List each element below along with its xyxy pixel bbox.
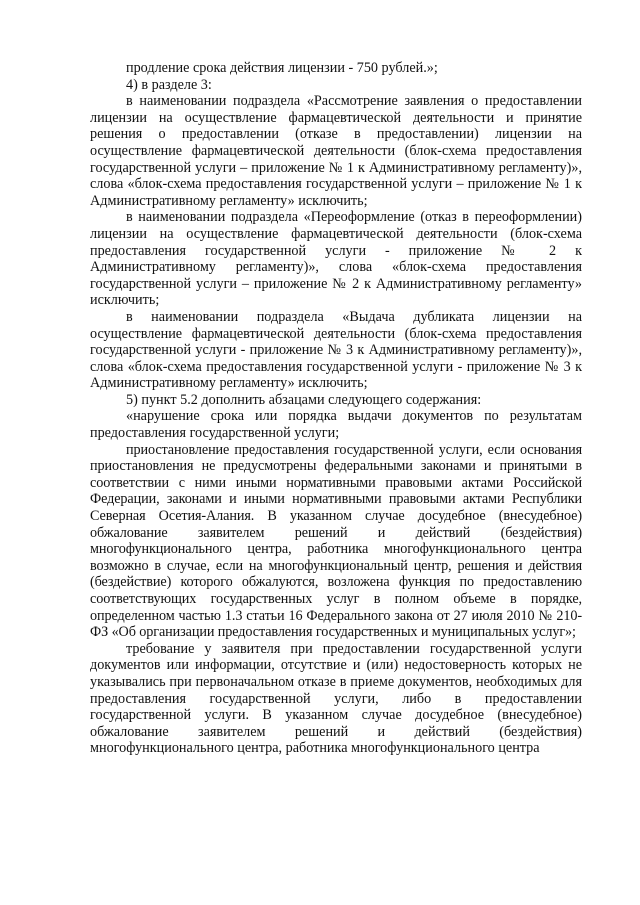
document-page — [90, 60, 582, 757]
paragraph-service-suspension: приостановление предоставления государственной услуги, если основания приостановления не предусмотрены федеральными законами и принятыми в соответствии с ними иными нормативными правовыми актами Российской Федерации, законами и иными нормативными правовыми актами Республики Северная Осетия-Алания. В указанном случае досудебное (внесудебное) обжалование заявителем решений и действий (бездействия) многофункционального центра, работника многофункционального центра возможно в случае, если на многофункциональный центр, решения и действия (бездействие) которого обжалуются, возложена функция по предоставлению соответствующих государственных услуг в полном объеме в порядке, определенном частью 1.3 статьи 16 Федерального закона от 27 июля 2010 № 210-ФЗ «Об организации предоставления государственных и муниципальных услуг»; — [90, 441, 582, 641]
paragraph-point-5-2: 5) пункт 5.2 дополнить абзацами следующего содержания: — [126, 391, 482, 408]
paragraph-section-3-heading: 4) в разделе 3: — [126, 76, 212, 93]
paragraph-license-review: в наименовании подраздела «Рассмотрение заявления о предоставлении лицензии на осуществление фармацевтической деятельности и принятие решения о предоставлении (отказе в предоставлении) лицензии на осуществление фармацевтической деятельности (блок-схема предоставления государственной услуги – приложение № 1 к Административному регламенту)», слова «блок-схема предоставления государственной услуги – приложение № 1 к Административному регламенту» исключить; — [90, 93, 582, 209]
paragraph-document-requirement: требование у заявителя при предоставлении государственной услуги документов или информации, отсутствие и (или) недостоверность которых не указывались при первоначальном отказе в приеме документов, необходимых для предоставления государственной услуги, либо в предоставлении государственной услуги. В указанном случае досудебное (внесудебное) обжалование заявителем решений и действий (бездействия) многофункционального центра, работника многофункционального центра — [90, 640, 582, 757]
paragraph-license-reissue: в наименовании подраздела «Переоформление (отказ в переоформлении) лицензии на осуществление фармацевтической деятельности (блок-схема предоставления государственной услуги - приложение № 2 к Административному регламенту)», слова «блок-схема предоставления государственной услуги – приложение № 2 к Административному регламенту» исключить; — [90, 209, 582, 309]
paragraph-license-duplicate: в наименовании подраздела «Выдача дубликата лицензии на осуществление фармацевтической деятельности (блок-схема предоставления государственной услуги - приложение № 3 к Административному регламенту)», слова «блок-схема предоставления государственной услуги - приложение № 3 к Административному регламенту» исключить; — [90, 308, 582, 392]
paragraph-fee-end: продление срока действия лицензии - 750 рублей.»; — [126, 60, 438, 76]
paragraph-deadline-violation: «нарушение срока или порядка выдачи документов по результатам предоставления государственной услуги; — [90, 408, 582, 442]
